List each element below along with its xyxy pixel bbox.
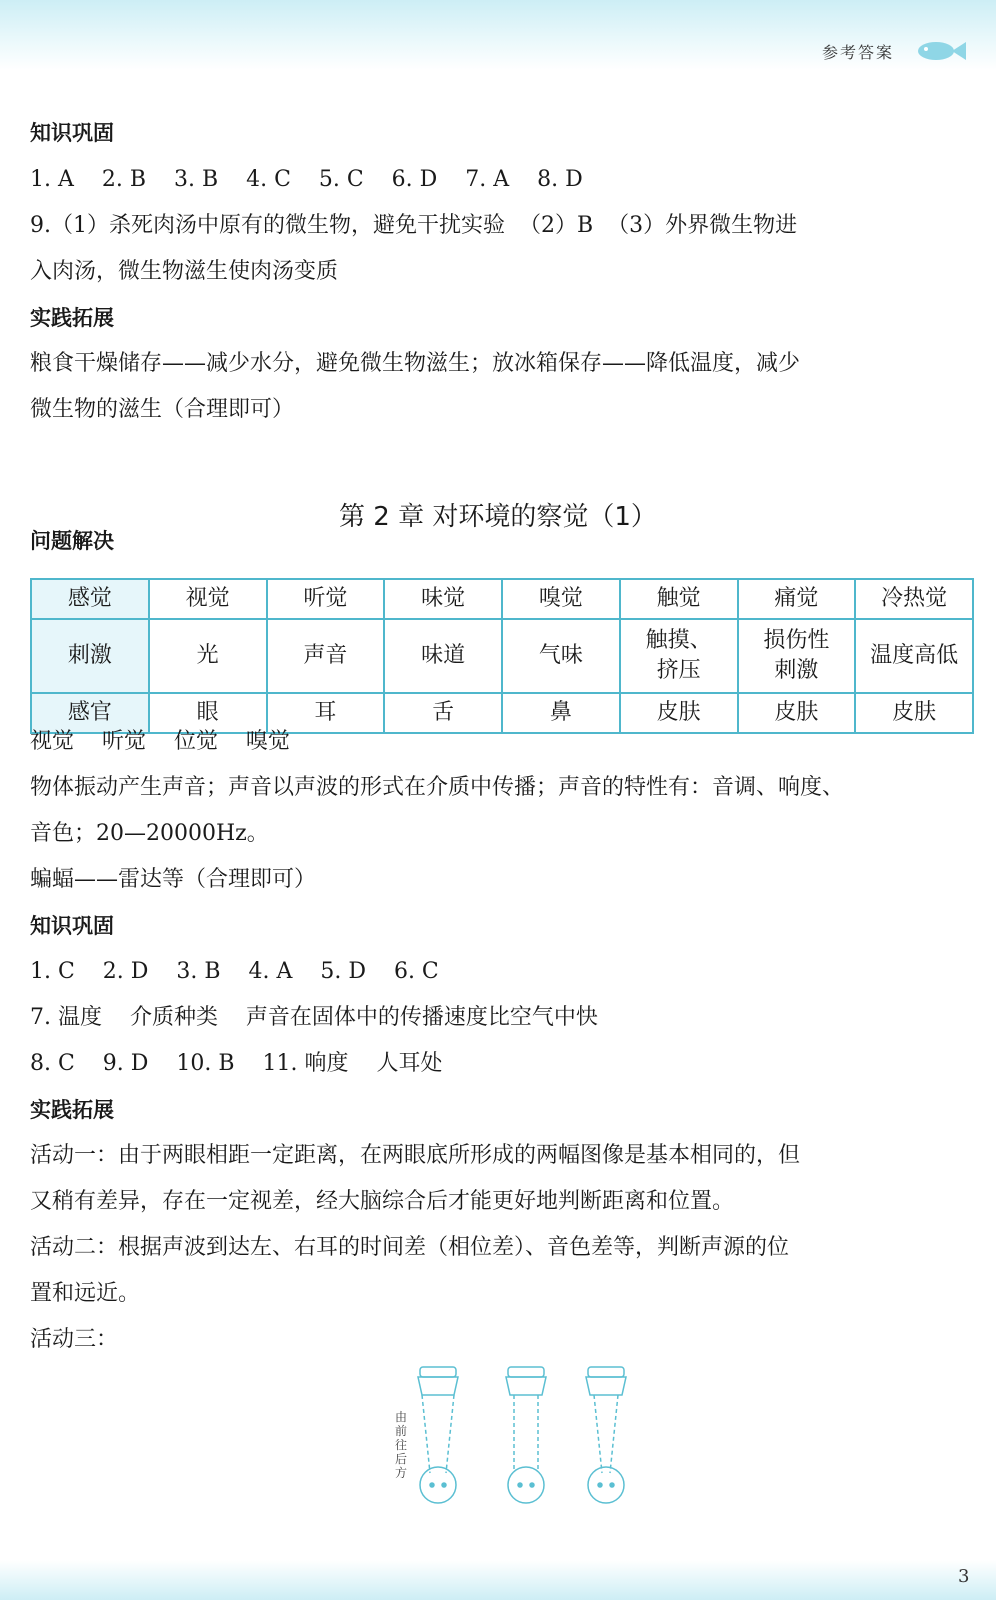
table-cell: 痛觉 bbox=[738, 579, 856, 619]
footer-band bbox=[0, 1560, 996, 1600]
table-cell: 眼 bbox=[149, 693, 267, 733]
section-heading-knowledge-1: 知识巩固 bbox=[30, 121, 114, 145]
table-cell: 气味 bbox=[502, 619, 620, 693]
chapter-title: 第 2 章 对环境的察觉（1） bbox=[339, 502, 657, 532]
q9-line-1: 9.（1）杀死肉汤中原有的微生物，避免干扰实验 （2）B （3）外界微生物进 bbox=[30, 213, 798, 238]
table-cell: 触摸、挤压 bbox=[620, 619, 738, 693]
table-cell: 光 bbox=[149, 619, 267, 693]
q9-line-2: 入肉汤，微生物滋生使肉汤变质 bbox=[30, 259, 339, 284]
speaker-head-pair-3 bbox=[586, 1367, 626, 1503]
table-cell: 冷热觉 bbox=[855, 579, 973, 619]
sound-line-1: 物体振动产生声音；声音以声波的形式在介质中传播；声音的特性有：音调、响度、 bbox=[30, 775, 845, 800]
activity3-line: 活动三： bbox=[30, 1327, 119, 1352]
table-cell: 耳 bbox=[267, 693, 385, 733]
practice-line-1: 粮食干燥储存——减少水分，避免微生物滋生；放冰箱保存——降低温度，减少 bbox=[30, 351, 801, 376]
answers-line-2: 1. C 2. D 3. B 4. A 5. D 6. C bbox=[30, 959, 439, 984]
table-row bbox=[31, 619, 973, 693]
table-cell: 刺激 bbox=[31, 619, 149, 693]
answers-line: 1. A 2. B 3. B 4. C 5. C 6. D 7. A 8. D bbox=[30, 167, 583, 192]
bat-line: 蝙蝠——雷达等（合理即可） bbox=[30, 867, 317, 892]
speaker-head-pair-2 bbox=[506, 1367, 546, 1503]
table-cell: 声音 bbox=[267, 619, 385, 693]
table-cell: 味道 bbox=[384, 619, 502, 693]
diagram-label: 由前往后方 bbox=[395, 1410, 408, 1480]
table-cell: 皮肤 bbox=[738, 693, 856, 733]
table-cell: 感官 bbox=[31, 693, 149, 733]
activity2-line-1: 活动二：根据声波到达左、右耳的时间差（相位差）、音色差等，判断声源的位 bbox=[30, 1235, 790, 1260]
table-cell: 感觉 bbox=[31, 579, 149, 619]
section-heading-knowledge-2: 知识巩固 bbox=[30, 914, 114, 938]
table-cell: 味觉 bbox=[384, 579, 502, 619]
section-heading-problem: 问题解决 bbox=[30, 529, 114, 553]
activity1-line-1: 活动一：由于两眼相距一定距离，在两眼底所形成的两幅图像是基本相同的，但 bbox=[30, 1143, 801, 1168]
table-cell: 皮肤 bbox=[620, 693, 738, 733]
speaker-head-pair-1 bbox=[418, 1367, 458, 1503]
header-label: 参考答案 bbox=[822, 43, 895, 62]
section-heading-practice-2: 实践拓展 bbox=[30, 1098, 114, 1122]
table-cell: 舌 bbox=[384, 693, 502, 733]
table-cell: 温度高低 bbox=[855, 619, 973, 693]
sound-line-2: 音色；20—20000Hz。 bbox=[30, 821, 269, 846]
fish-icon bbox=[912, 36, 972, 66]
sense-table bbox=[30, 578, 974, 734]
answers-line-3: 7. 温度 介质种类 声音在固体中的传播速度比空气中快 bbox=[30, 1005, 598, 1030]
senses-line: 视觉 听觉 位觉 嗅觉 bbox=[30, 729, 290, 754]
activity1-line-2: 又稍有差异，存在一定视差，经大脑综合后才能更好地判断距离和位置。 bbox=[30, 1189, 735, 1214]
section-heading-practice-1: 实践拓展 bbox=[30, 306, 114, 330]
activity2-line-2: 置和远近。 bbox=[30, 1281, 141, 1306]
table-cell: 触觉 bbox=[620, 579, 738, 619]
table-cell: 视觉 bbox=[149, 579, 267, 619]
practice-line-2: 微生物的滋生（合理即可） bbox=[30, 397, 295, 422]
table-cell: 嗅觉 bbox=[502, 579, 620, 619]
answers-line-4: 8. C 9. D 10. B 11. 响度 人耳处 bbox=[30, 1051, 443, 1076]
sound-source-diagram bbox=[390, 1365, 650, 1515]
table-cell: 听觉 bbox=[267, 579, 385, 619]
table-cell: 皮肤 bbox=[855, 693, 973, 733]
table-row bbox=[31, 579, 973, 619]
table-cell: 鼻 bbox=[502, 693, 620, 733]
page-number: 3 bbox=[958, 1566, 970, 1587]
table-cell: 损伤性刺激 bbox=[738, 619, 856, 693]
